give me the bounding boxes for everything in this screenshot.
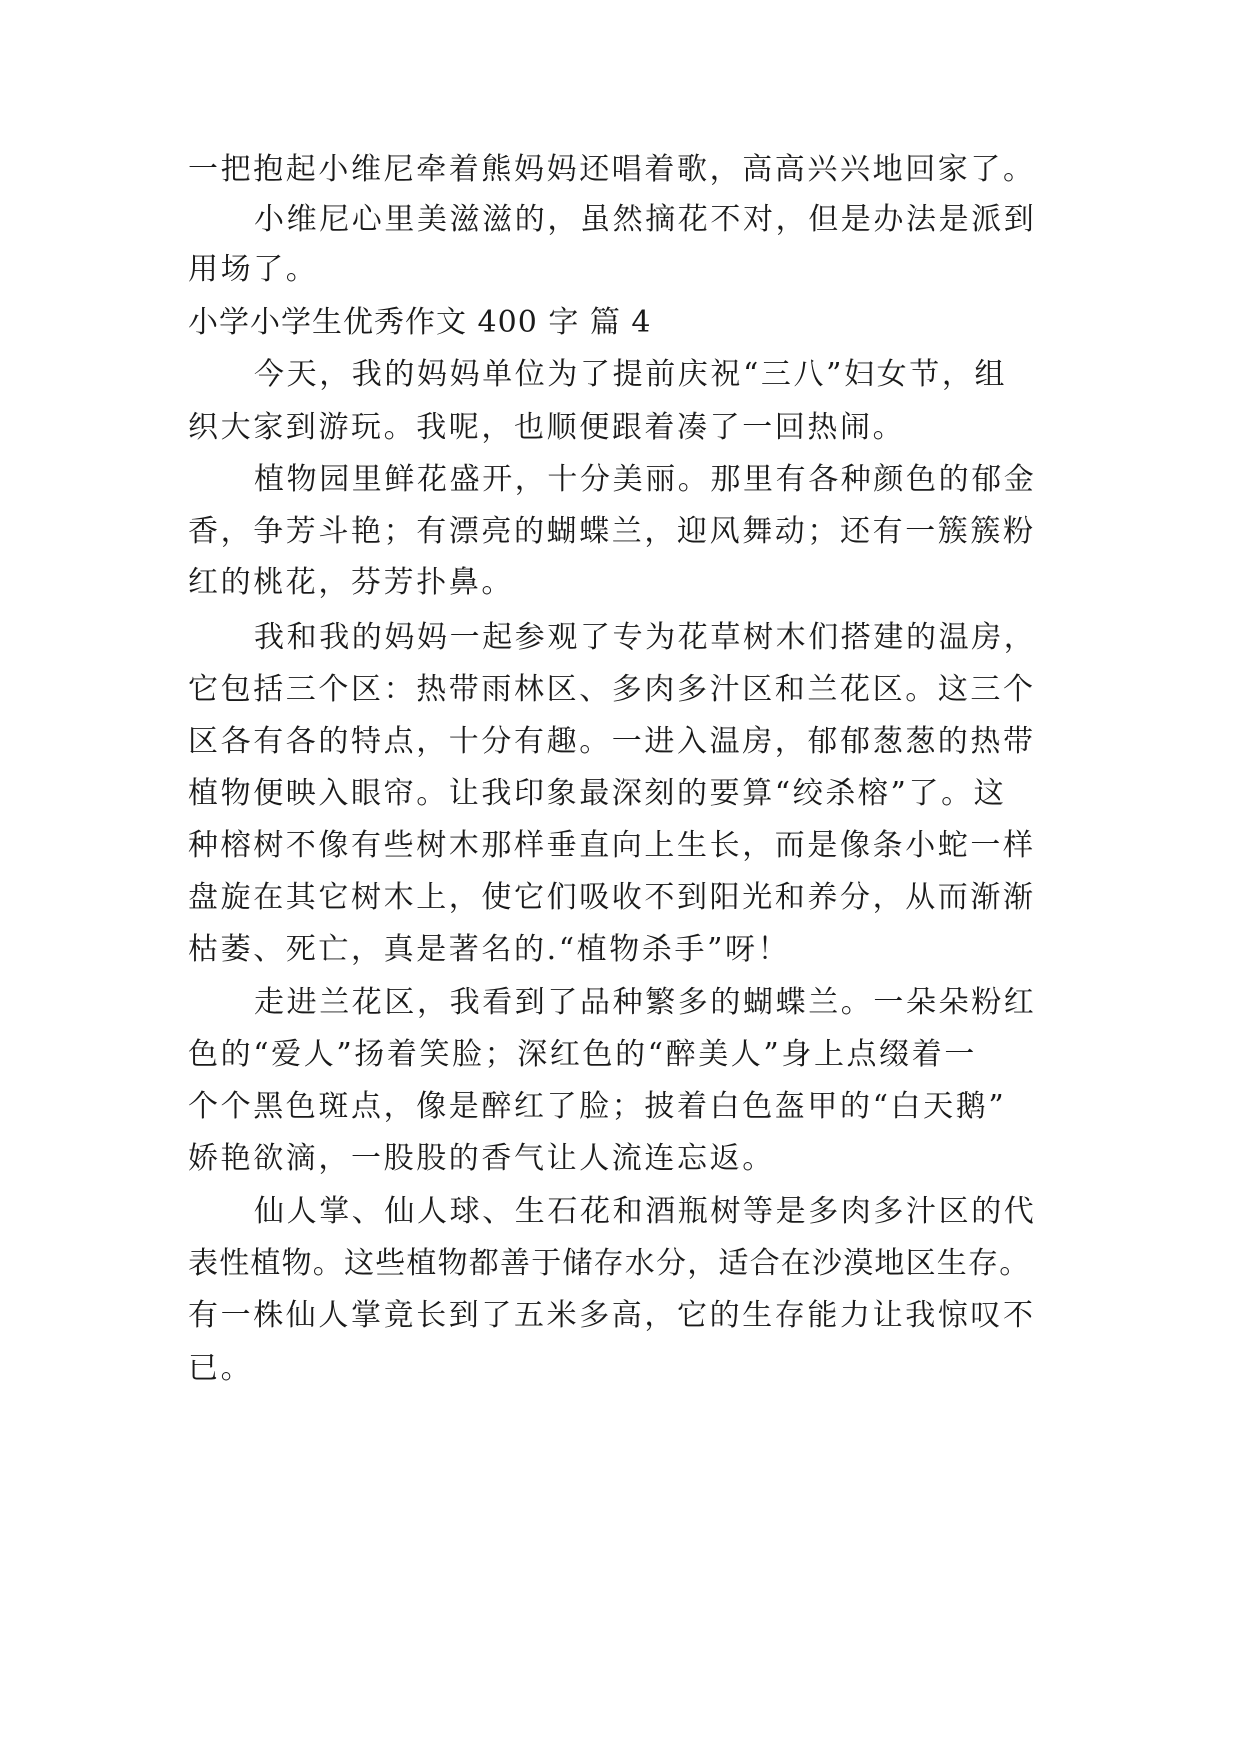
paragraph-line: 仙人掌、仙人球、生石花和酒瓶树等是多肉多汁区的代 bbox=[254, 1194, 1037, 1229]
text-line: 区各有各的特点，十分有趣。一进入温房，郁郁葱葱的热带 bbox=[188, 724, 1036, 759]
paragraph-line: 今天，我的妈妈单位为了提前庆祝“三八”妇女节，组 bbox=[254, 357, 1008, 392]
paragraph-line: 我和我的妈妈一起参观了专为花草树木们搭建的温房， bbox=[254, 620, 1037, 655]
paragraph-line: 植物园里鲜花盛开，十分美丽。那里有各种颜色的郁金 bbox=[254, 462, 1037, 497]
text-line: 它包括三个区：热带雨林区、多肉多汁区和兰花区。这三个 bbox=[188, 672, 1036, 707]
paragraph-line: 小维尼心里美滋滋的，虽然摘花不对，但是办法是派到 bbox=[254, 202, 1037, 237]
text-line: 植物便映入眼帘。让我印象最深刻的要算“绞杀榕”了。这 bbox=[188, 776, 1007, 811]
text-line: 织大家到游玩。我呢，也顺便跟着凑了一回热闹。 bbox=[188, 410, 906, 445]
text-line: 表性植物。这些植物都善于储存水分，适合在沙漠地区生存。 bbox=[188, 1246, 1031, 1281]
section-heading: 小学小学生优秀作文 400 字 篇 4 bbox=[188, 305, 652, 340]
text-line: 娇艳欲滴，一股股的香气让人流连忘返。 bbox=[188, 1141, 775, 1176]
text-line: 盘旋在其它树木上，使它们吸收不到阳光和养分，从而渐渐 bbox=[188, 880, 1036, 915]
paragraph-line: 走进兰花区，我看到了品种繁多的蝴蝶兰。一朵朵粉红 bbox=[254, 985, 1037, 1020]
text-line: 种榕树不像有些树木那样垂直向上生长，而是像条小蛇一样 bbox=[188, 828, 1036, 863]
text-line: 用场了。 bbox=[188, 252, 319, 287]
text-line: 红的桃花，芬芳扑鼻。 bbox=[188, 565, 514, 600]
text-line: 已。 bbox=[188, 1351, 254, 1386]
text-line: 有一株仙人掌竟长到了五米多高，它的生存能力让我惊叹不 bbox=[188, 1298, 1036, 1333]
text-line: 个个黑色斑点，像是醉红了脸；披着白色盔甲的“白天鹅” bbox=[188, 1089, 1007, 1124]
text-line: 香，争芳斗艳；有漂亮的蝴蝶兰，迎风舞动；还有一簇簇粉 bbox=[188, 514, 1036, 549]
text-line: 枯萎、死亡，真是著名的.“植物杀手”呀！ bbox=[188, 932, 791, 967]
text-line: 色的“爱人”扬着笑脸；深红色的“醉美人”身上点缀着一 bbox=[188, 1037, 977, 1072]
text-line: 一把抱起小维尼牵着熊妈妈还唱着歌，高高兴兴地回家了。 bbox=[188, 152, 1036, 187]
